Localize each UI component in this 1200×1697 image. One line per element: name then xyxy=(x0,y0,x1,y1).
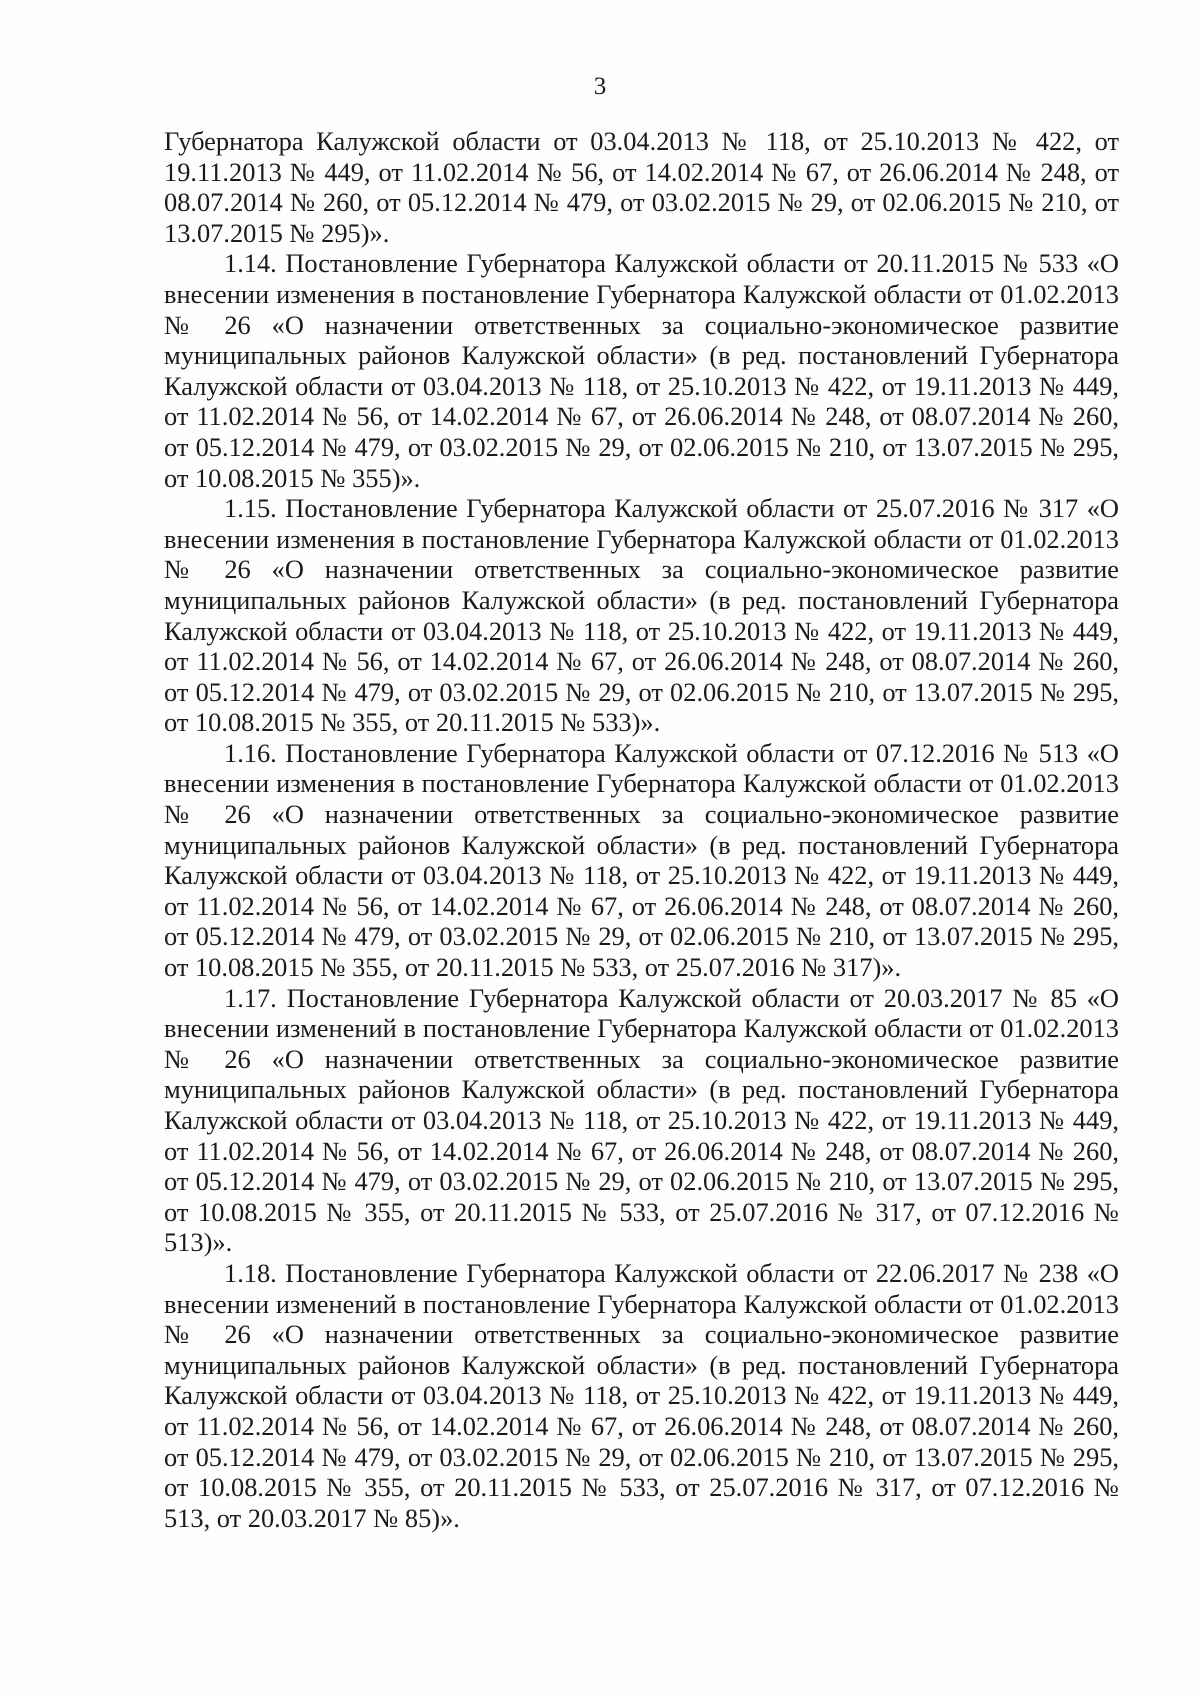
document-body xyxy=(164,126,1119,1533)
paragraph-1-18: 1.18. Постановление Губернатора Калужской области от 22.06.2017 № 238 «О внесении изменений в постановление Губернатора Калужской области от 01.02.2013 № 26 «О назначении ответственных за социально-экономическое развитие муниципальных районов Калужской области» (в ред. постановлений Губернатора Калужской области от 03.04.2013 № 118, от 25.10.2013 № 422, от 19.11.2013 № 449, от 11.02.2014 № 56, от 14.02.2014 № 67, от 26.06.2014 № 248, от 08.07.2014 № 260, от 05.12.2014 № 479, от 03.02.2015 № 29, от 02.06.2015 № 210, от 13.07.2015 № 295, от 10.08.2015 № 355, от 20.11.2015 № 533, от 25.07.2016 № 317, от 07.12.2016 № 513, от 20.03.2017 № 85)». xyxy=(164,1257,1119,1533)
page-number: 3 xyxy=(593,73,607,100)
paragraph-continuation: Губернатора Калужской области от 03.04.2013 № 118, от 25.10.2013 № 422, от 19.11.2013 № 449, от 11.02.2014 № 56, от 14.02.2014 № 67, от 26.06.2014 № 248, от 08.07.2014 № 260, от 05.12.2014 № 479, от 03.02.2015 № 29, от 02.06.2015 № 210, от 13.07.2015 № 295)». xyxy=(164,126,1119,248)
paragraph-1-15: 1.15. Постановление Губернатора Калужской области от 25.07.2016 № 317 «О внесении изменения в постановление Губернатора Калужской области от 01.02.2013 № 26 «О назначении ответственных за социально-экономическое развитие муниципальных районов Калужской области» (в ред. постановлений Губернатора Калужской области от 03.04.2013 № 118, от 25.10.2013 № 422, от 19.11.2013 № 449, от 11.02.2014 № 56, от 14.02.2014 № 67, от 26.06.2014 № 248, от 08.07.2014 № 260, от 05.12.2014 № 479, от 03.02.2015 № 29, от 02.06.2015 № 210, от 13.07.2015 № 295, от 10.08.2015 № 355, от 20.11.2015 № 533)». xyxy=(164,493,1119,738)
paragraph-1-17: 1.17. Постановление Губернатора Калужской области от 20.03.2017 № 85 «О внесении изменений в постановление Губернатора Калужской области от 01.02.2013 № 26 «О назначении ответственных за социально-экономическое развитие муниципальных районов Калужской области» (в ред. постановлений Губернатора Калужской области от 03.04.2013 № 118, от 25.10.2013 № 422, от 19.11.2013 № 449, от 11.02.2014 № 56, от 14.02.2014 № 67, от 26.06.2014 № 248, от 08.07.2014 № 260, от 05.12.2014 № 479, от 03.02.2015 № 29, от 02.06.2015 № 210, от 13.07.2015 № 295, от 10.08.2015 № 355, от 20.11.2015 № 533, от 25.07.2016 № 317, от 07.12.2016 № 513)». xyxy=(164,982,1119,1258)
paragraph-1-16: 1.16. Постановление Губернатора Калужской области от 07.12.2016 № 513 «О внесении изменения в постановление Губернатора Калужской области от 01.02.2013 № 26 «О назначении ответственных за социально-экономическое развитие муниципальных районов Калужской области» (в ред. постановлений Губернатора Калужской области от 03.04.2013 № 118, от 25.10.2013 № 422, от 19.11.2013 № 449, от 11.02.2014 № 56, от 14.02.2014 № 67, от 26.06.2014 № 248, от 08.07.2014 № 260, от 05.12.2014 № 479, от 03.02.2015 № 29, от 02.06.2015 № 210, от 13.07.2015 № 295, от 10.08.2015 № 355, от 20.11.2015 № 533, от 25.07.2016 № 317)». xyxy=(164,737,1119,983)
paragraph-1-14: 1.14. Постановление Губернатора Калужской области от 20.11.2015 № 533 «О внесении изменения в постановление Губернатора Калужской области от 01.02.2013 № 26 «О назначении ответственных за социально-экономическое развитие муниципальных районов Калужской области» (в ред. постановлений Губернатора Калужской области от 03.04.2013 № 118, от 25.10.2013 № 422, от 19.11.2013 № 449, от 11.02.2014 № 56, от 14.02.2014 № 67, от 26.06.2014 № 248, от 08.07.2014 № 260, от 05.12.2014 № 479, от 03.02.2015 № 29, от 02.06.2015 № 210, от 13.07.2015 № 295, от 10.08.2015 № 355)». xyxy=(164,248,1119,493)
